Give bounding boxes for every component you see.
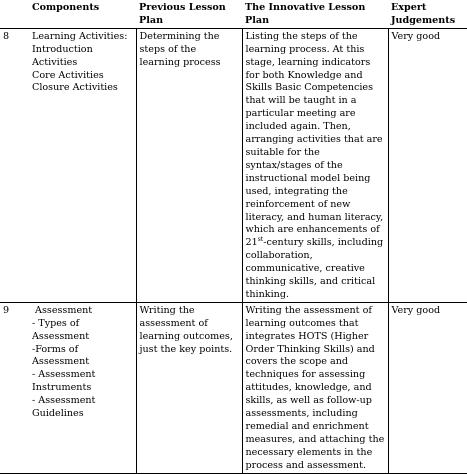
- header-number: [0, 0, 29, 28]
- header-expert-judgements: Expert Judgements: [391, 2, 456, 26]
- innovative-text-superscript: st: [257, 236, 264, 244]
- innovative-text: [246, 31, 384, 300]
- expert-judgement-cell: Very good: [388, 302, 467, 473]
- components-line: Assessment: [32, 356, 90, 368]
- header-components: Components: [32, 2, 100, 13]
- expert-judgement-cell: Very good: [388, 28, 467, 302]
- innovative-text-end: -century skills, including collaboration, communicative, creative thinking skills, and critical thinking.: [245, 237, 384, 300]
- header-innovative-lesson-plan: The Innovative Lesson Plan: [245, 2, 366, 26]
- innovative-lesson-plan-cell: [242, 302, 388, 473]
- previous-text: Writing the assessment of learning outcomes, just the key points.: [139, 304, 233, 355]
- components-cell: [29, 302, 136, 473]
- previous-lesson-plan-cell: [136, 28, 242, 302]
- innovative-lesson-plan-cell: [242, 28, 388, 302]
- components-line: Introduction: [32, 43, 93, 55]
- components-line: Guidelines: [32, 408, 84, 420]
- row-number: 9: [0, 302, 29, 473]
- table-header-row: [0, 0, 467, 28]
- components-line: Learning Activities:: [32, 30, 128, 42]
- header-previous-lesson-plan: Previous Lesson Plan: [139, 2, 226, 26]
- table-row: [0, 28, 467, 302]
- components-line: - Assessment: [32, 395, 96, 407]
- innovative-text: Writing the assessment of learning outcomes that integrates HOTS (Higher Order Thinking Skills) and covers the scope and techniques for assessing attitudes, knowledge, and skills, as well as follow-up assessments, including remedial and enrichment measures, and attaching the necessary elements in the process and assessment.: [245, 304, 385, 471]
- components-line: - Types of: [32, 317, 80, 329]
- components-line: Activities: [32, 56, 78, 68]
- previous-text: Determining the steps of the learning process: [139, 30, 221, 68]
- components-line: Assessment: [32, 330, 90, 342]
- components-line: Instruments: [32, 382, 92, 394]
- components-line: Closure Activities: [32, 82, 118, 94]
- previous-lesson-plan-cell: [136, 302, 242, 473]
- components-line: - Assessment: [32, 369, 96, 381]
- table-row: [0, 302, 467, 473]
- row-number: 8: [0, 28, 29, 302]
- components-line: -Forms of: [32, 343, 79, 355]
- components-cell: [29, 28, 136, 302]
- innovative-text-start: Listing the steps of the learning process. At this stage, learning indicators for both Knowledge and Skills Basic Competencies that will be taught in a particular meeting are included again. Then, arranging activities that are suitable for the syntax/stages of the instructional model being used, integrating the reinforcement of new literacy, and human literacy, which are enhancements of 21: [245, 30, 384, 249]
- components-line: Assessment: [32, 304, 93, 316]
- components-line: Core Activities: [32, 69, 104, 81]
